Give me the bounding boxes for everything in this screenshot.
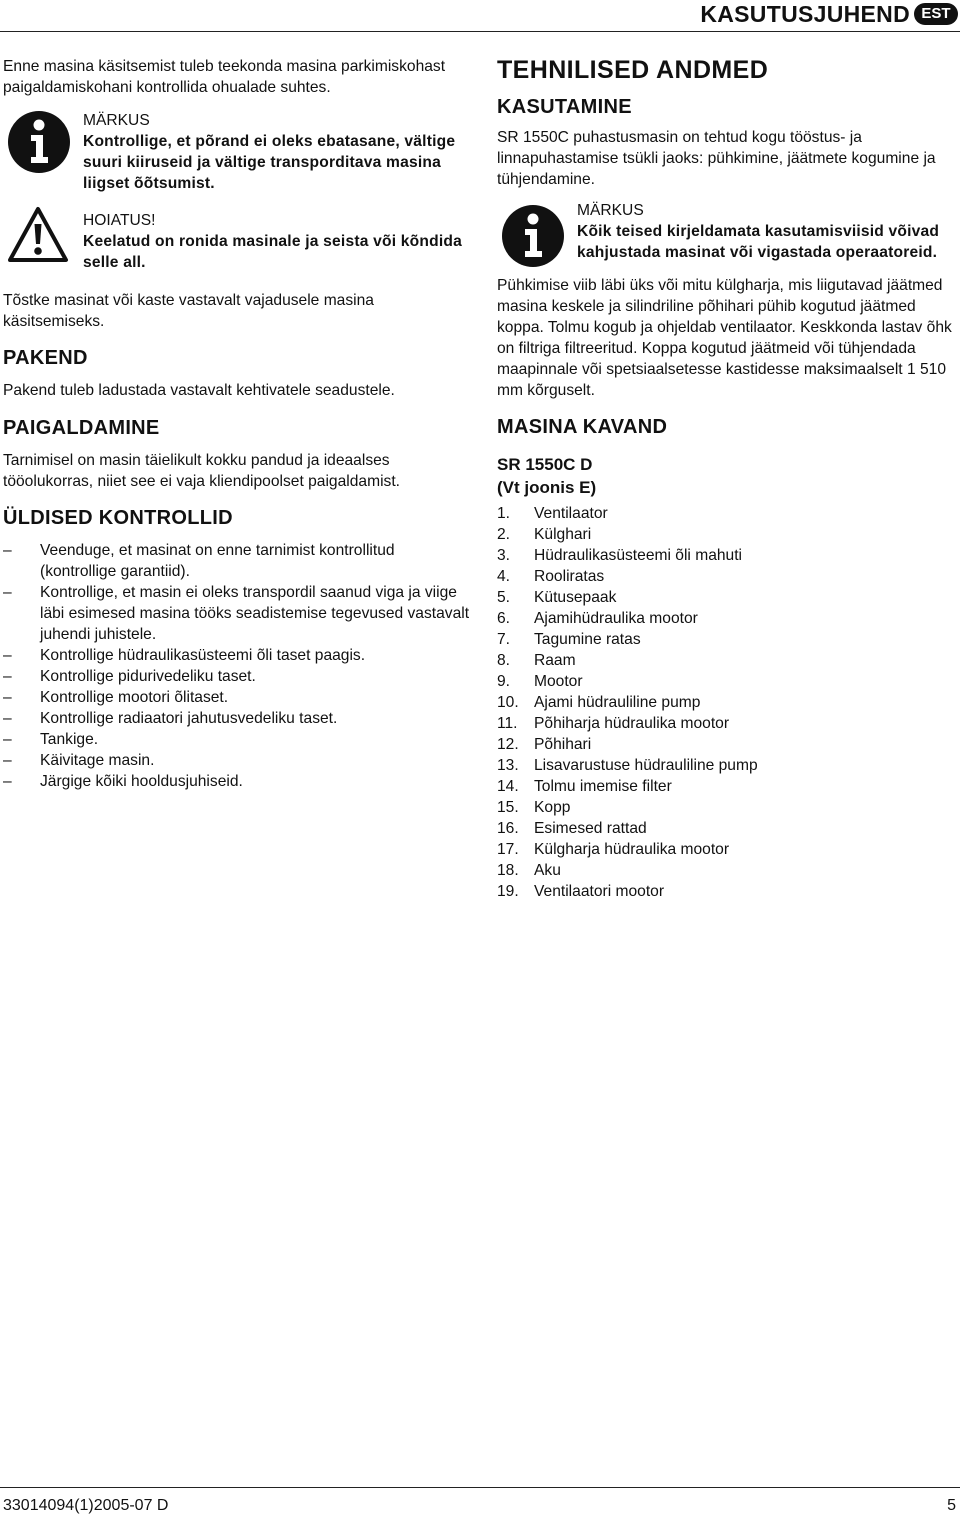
list-item-text: Kontrollige hüdraulikasüsteemi õli taset paagis. [40, 647, 366, 664]
part-name: Mootor [534, 673, 583, 690]
list-item-text: Kontrollige mootori õlitaset. [40, 689, 229, 706]
paigaldamine-heading: PAIGALDAMINE [3, 417, 160, 439]
list-item [3, 771, 473, 792]
header-title: KASUTUSJUHEND [700, 1, 910, 27]
part-name: Ajami hüdrauliline pump [534, 694, 701, 711]
lift-text: Tõstke masinat või kaste vastavalt vajadusele masina käsitsemiseks. [3, 292, 374, 330]
dash-bullet-icon: – [3, 773, 12, 790]
list-item [3, 708, 473, 729]
part-number: 13. [497, 757, 519, 774]
kasutamine-text: SR 1550C puhastusmasin on tehtud kogu tööstus- ja linnapuhastamise tsükli jaoks: pühkimine, jäätmete kogumine ja tühjendamine. [497, 129, 936, 188]
parts-list [497, 503, 960, 902]
part-item [497, 503, 960, 524]
part-name: Külghari [534, 526, 592, 543]
note-block [3, 110, 473, 194]
part-number: 14. [497, 778, 519, 795]
part-item [497, 713, 960, 734]
dash-bullet-icon: – [3, 689, 12, 706]
part-name: Külgharja hüdraulika mootor [534, 841, 730, 858]
part-item [497, 524, 960, 545]
part-item [497, 755, 960, 776]
part-number: 10. [497, 694, 519, 711]
part-number: 5. [497, 589, 511, 606]
language-badge: EST [914, 3, 958, 25]
part-item [497, 650, 960, 671]
part-item [497, 776, 960, 797]
kontrollid-list [3, 540, 473, 792]
list-item-text: Kontrollige radiaatori jahutusvedeliku taset. [40, 710, 338, 727]
paigaldamine-text: Tarnimisel on masin täielikult kokku pandud ja ideaalses tööolukorras, niiet see ei vaja kliendipoolset paigaldamist. [3, 452, 401, 490]
part-name: Kopp [534, 799, 571, 816]
dash-bullet-icon: – [3, 731, 12, 748]
part-name: Põhihari [534, 736, 592, 753]
list-item [3, 750, 473, 771]
list-item [3, 729, 473, 750]
dash-bullet-icon: – [3, 584, 12, 601]
list-item [3, 645, 473, 666]
page-number: 5 [947, 1497, 956, 1514]
part-number: 4. [497, 568, 511, 585]
note-label: MÄRKUS [83, 112, 150, 129]
part-name: Põhiharja hüdraulika mootor [534, 715, 730, 732]
part-name: Ventilaatori mootor [534, 883, 665, 900]
part-number: 16. [497, 820, 519, 837]
dash-bullet-icon: – [3, 710, 12, 727]
part-item [497, 566, 960, 587]
info-icon [501, 204, 565, 274]
part-number: 6. [497, 610, 511, 627]
left-column [3, 56, 473, 792]
usage-note-block [497, 200, 960, 263]
model-name: SR 1550C D [497, 455, 593, 474]
tehnilised-heading: TEHNILISED ANDMED [497, 56, 769, 84]
part-item [497, 734, 960, 755]
list-item-text: Kontrollige, et masin ei oleks transpordil saanud viga ja viige läbi esimesed masina tööks seadistemise tegevused vastavalt juhendi juhistele. [40, 584, 470, 643]
part-number: 11. [497, 715, 518, 732]
part-name: Ajamihüdraulika mootor [534, 610, 698, 627]
kontrollid-heading: ÜLDISED KONTROLLID [3, 507, 233, 529]
part-number: 15. [497, 799, 519, 816]
list-item-text: Tankige. [40, 731, 99, 748]
part-name: Aku [534, 862, 561, 879]
note-text: Kontrollige, et põrand ei oleks ebatasane, vältige suuri kiiruseid ja vältige transporditava masina liigset õõtsumist. [83, 133, 456, 192]
part-item [497, 839, 960, 860]
part-name: Rooliratas [534, 568, 605, 585]
intro-text: Enne masina käsitsemist tuleb teekonda masina parkimiskohast paigaldamiskohani kontrollida ohualade suhtes. [3, 58, 446, 96]
part-number: 1. [497, 505, 511, 522]
kasutamine-text-2: Pühkimise viib läbi üks või mitu külgharja, mis liigutavad jäätmed masina keskele ja silindriline põhihari pühib kogutud jäätmed koppa. Tolmu kogub ja ohjeldab ventilaator. Keskkonda lastav õhk on filtriga filtreeritud. Koppa kogutud jäätmeid või tühjendada maapinnale või spetsiaalsetesse kastidesse maksimaalselt 1 510 mm kõrguselt. [497, 277, 952, 399]
part-name: Lisavarustuse hüdrauliline pump [534, 757, 758, 774]
part-name: Ventilaator [534, 505, 608, 522]
part-item [497, 692, 960, 713]
dash-bullet-icon: – [3, 647, 12, 664]
part-name: Esimesed rattad [534, 820, 647, 837]
part-name: Tolmu imemise filter [534, 778, 672, 795]
part-item [497, 860, 960, 881]
usage-note-label: MÄRKUS [577, 202, 644, 219]
page-header [0, 0, 960, 30]
list-item-text: Käivitage masin. [40, 752, 155, 769]
part-number: 12. [497, 736, 519, 753]
part-name: Kütusepaak [534, 589, 617, 606]
part-item [497, 608, 960, 629]
footer-divider [0, 1487, 960, 1488]
part-item [497, 881, 960, 902]
list-item-text: Veenduge, et masinat on enne tarnimist kontrollitud (kontrollige garantiid). [40, 542, 395, 580]
warning-label: HOIATUS! [83, 212, 156, 229]
pakend-heading: PAKEND [3, 347, 88, 369]
part-item [497, 629, 960, 650]
figure-reference: (Vt joonis E) [497, 478, 597, 497]
list-item [3, 687, 473, 708]
part-item [497, 587, 960, 608]
list-item [3, 582, 473, 645]
part-number: 2. [497, 526, 511, 543]
right-column [497, 55, 960, 902]
dash-bullet-icon: – [3, 668, 12, 685]
info-icon [7, 110, 71, 180]
warning-text: Keelatud on ronida masinale ja seista või kõndida selle all. [83, 233, 462, 271]
part-item [497, 671, 960, 692]
part-item [497, 818, 960, 839]
header-divider [0, 31, 960, 32]
part-number: 17. [497, 841, 519, 858]
list-item-text: Kontrollige pidurivedeliku taset. [40, 668, 256, 685]
part-name: Raam [534, 652, 576, 669]
part-number: 7. [497, 631, 511, 648]
part-number: 19. [497, 883, 519, 900]
kasutamine-heading: KASUTAMINE [497, 96, 632, 118]
part-item [497, 545, 960, 566]
part-name: Hüdraulikasüsteemi õli mahuti [534, 547, 743, 564]
pakend-text: Pakend tuleb ladustada vastavalt kehtivatele seadustele. [3, 382, 395, 399]
dash-bullet-icon: – [3, 752, 12, 769]
warning-triangle-icon [7, 206, 69, 270]
usage-note-text: Kõik teised kirjeldamata kasutamisviisid võivad kahjustada masinat või vigastada operaatoreid. [577, 223, 940, 261]
part-number: 18. [497, 862, 519, 879]
part-number: 8. [497, 652, 511, 669]
part-item [497, 797, 960, 818]
list-item [3, 540, 473, 582]
kavand-heading: MASINA KAVAND [497, 416, 668, 438]
part-number: 9. [497, 673, 511, 690]
document-id: 33014094(1)2005-07 D [3, 1497, 169, 1514]
list-item [3, 666, 473, 687]
part-name: Tagumine ratas [534, 631, 641, 648]
list-item-text: Järgige kõiki hooldusjuhiseid. [40, 773, 243, 790]
part-number: 3. [497, 547, 511, 564]
warning-block [3, 210, 473, 273]
dash-bullet-icon: – [3, 542, 12, 559]
